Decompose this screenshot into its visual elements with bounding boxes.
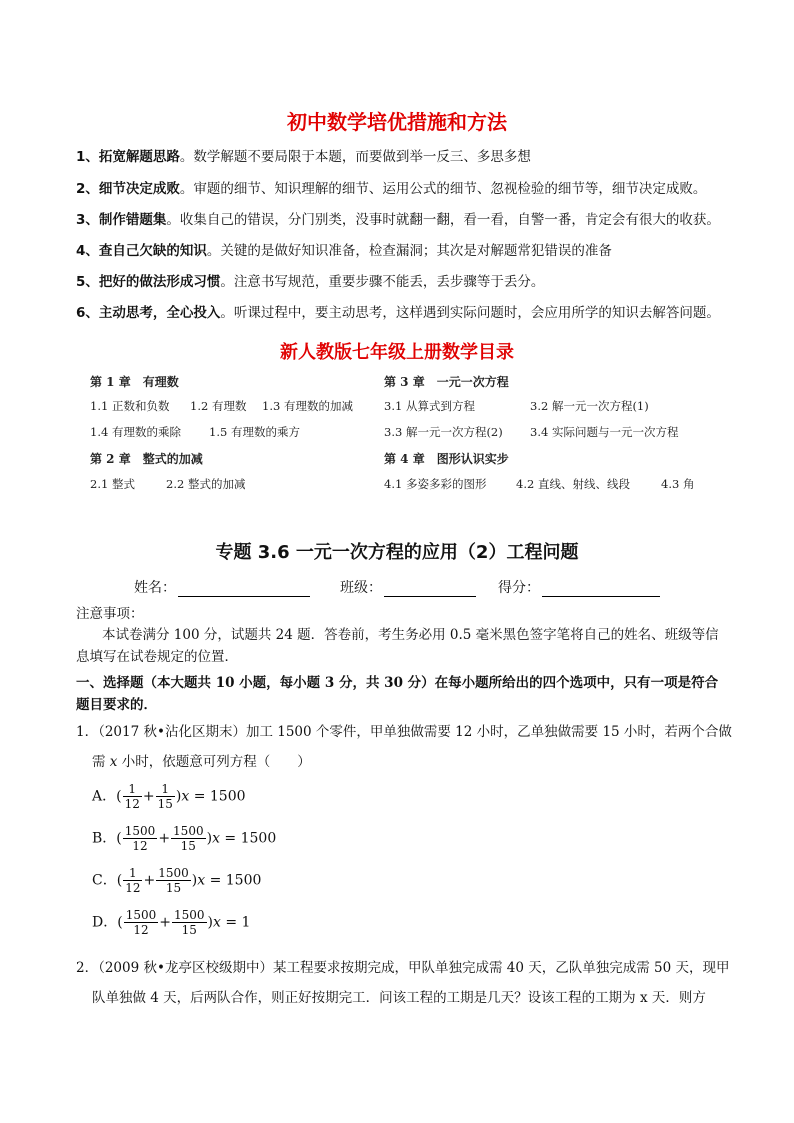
question-1-stem: 需 x 小时，依题意可列方程（ ） [92,754,311,770]
fraction: $\frac{1500}{12}$ [125,908,157,937]
fraction: $\frac{1}{12}$ [124,782,140,811]
option-a[interactable]: A．( $\frac{1}{12}$ + $\frac{1}{15}$ )x = 1500 [92,782,246,811]
topic-title: 专题 3.6 一元一次方程的应用（2）工程问题 [215,542,579,563]
toc-item: 3.4 实际问题与一元一次方程 [530,425,679,439]
toc-item: 4.3 角 [661,477,695,491]
tip-4: 4、查自己欠缺的知识。关键的是做好知识准备，检查漏洞；其次是对解题常犯错误的准备 [76,243,612,259]
toc-item: 1.2 有理数 [190,399,247,413]
page-title: 初中数学培优措施和方法 [287,110,507,134]
tip-6: 6、主动思考，全心投入。听课过程中，要主动思考，这样遇到实际问题时，会应用所学的知识去解答问题。 [76,305,720,321]
fraction: $\frac{1}{15}$ [157,782,173,811]
notice-text: 本试卷满分 100 分，试题共 24 题．答卷前，考生务必用 0.5 毫米黑色签字笔将自己的姓名、班级等信 [102,627,719,643]
toc-chapter-1: 第 1 章 有理数 [90,375,179,389]
toc-chapter-3: 第 3 章 一元一次方程 [384,375,509,389]
score-blank[interactable] [542,582,660,597]
notice-heading: 注意事项： [76,606,144,622]
fraction: $\frac{1500}{12}$ [124,824,156,853]
notice-text: 息填写在试卷规定的位置． [76,649,238,665]
question-2-stem: 2．（2009 秋•龙亭区校级期中）某工程要求按期完成，甲队单独完成需 40 天，乙队单独完成需 50 天，现甲 [76,960,730,976]
section-heading: 一、选择题（本大题共 10 小题，每小题 3 分，共 30 分）在每小题所给出的四个选项中，只有一项是符合 [76,675,719,691]
toc-item: 1.5 有理数的乘方 [209,425,300,439]
toc-item: 2.1 整式 [90,477,135,491]
toc-item: 4.1 多姿多彩的图形 [384,477,487,491]
tip-3: 3、制作错题集。收集自己的错误，分门别类，没事时就翻一翻，看一看，自警一番，肯定会有很大的收获。 [76,212,720,228]
section-heading: 题目要求的． [76,697,157,713]
question-2-stem: 队单独做 4 天，后两队合作，则正好按期完工．问该工程的工期是几天？设该工程的工期为 x 天．则方 [92,990,706,1006]
toc-item: 1.4 有理数的乘除 [90,425,181,439]
fraction: $\frac{1500}{15}$ [158,866,189,895]
toc-chapter-4: 第 4 章 图形认识实步 [384,452,509,466]
toc-item: 3.2 解一元一次方程(1) [530,399,649,413]
option-c[interactable]: C．( $\frac{1}{12}$ + $\frac{1500}{15}$ )x = 1500 [92,866,262,895]
toc-item: 2.2 整式的加减 [166,477,246,491]
tip-1: 1、拓宽解题思路。数学解题不要局限于本题，而要做到举一反三、多思多想 [76,149,531,165]
name-blank[interactable] [178,582,310,597]
toc-item: 1.3 有理数的加减 [262,399,353,413]
question-1-stem: 1．（2017 秋•沾化区期末）加工 1500 个零件，甲单独做需要 12 小时，乙单独做需要 15 小时，若两个合做 [76,724,732,740]
fraction: $\frac{1500}{15}$ [173,908,205,937]
toc-chapter-2: 第 2 章 整式的加减 [90,452,203,466]
class-field[interactable]: 班级： [340,577,476,597]
toc-title: 新人教版七年级上册数学目录 [280,342,514,363]
option-b[interactable]: B．( $\frac{1500}{12}$ + $\frac{1500}{15}$ )x = 1500 [92,824,277,853]
toc-item: 1.1 正数和负数 [90,399,170,413]
fraction: $\frac{1}{12}$ [125,866,141,895]
toc-item: 3.3 解一元一次方程(2) [384,425,503,439]
name-field[interactable]: 姓名： [134,577,310,597]
toc-item: 3.1 从算式到方程 [384,399,475,413]
class-blank[interactable] [384,582,476,597]
score-field[interactable]: 得分： [498,577,660,597]
tip-2: 2、细节决定成败。审题的细节、知识理解的细节、运用公式的细节、忽视检验的细节等，细节决定成败。 [76,181,707,197]
fraction: $\frac{1500}{15}$ [173,824,204,853]
tip-5: 5、把好的做法形成习惯。注意书写规范，重要步骤不能丢，丢步骤等于丢分。 [76,274,545,290]
toc-item: 4.2 直线、射线、线段 [516,477,630,491]
option-d[interactable]: D．( $\frac{1500}{12}$ + $\frac{1500}{15}$ )x = 1 [92,908,251,937]
